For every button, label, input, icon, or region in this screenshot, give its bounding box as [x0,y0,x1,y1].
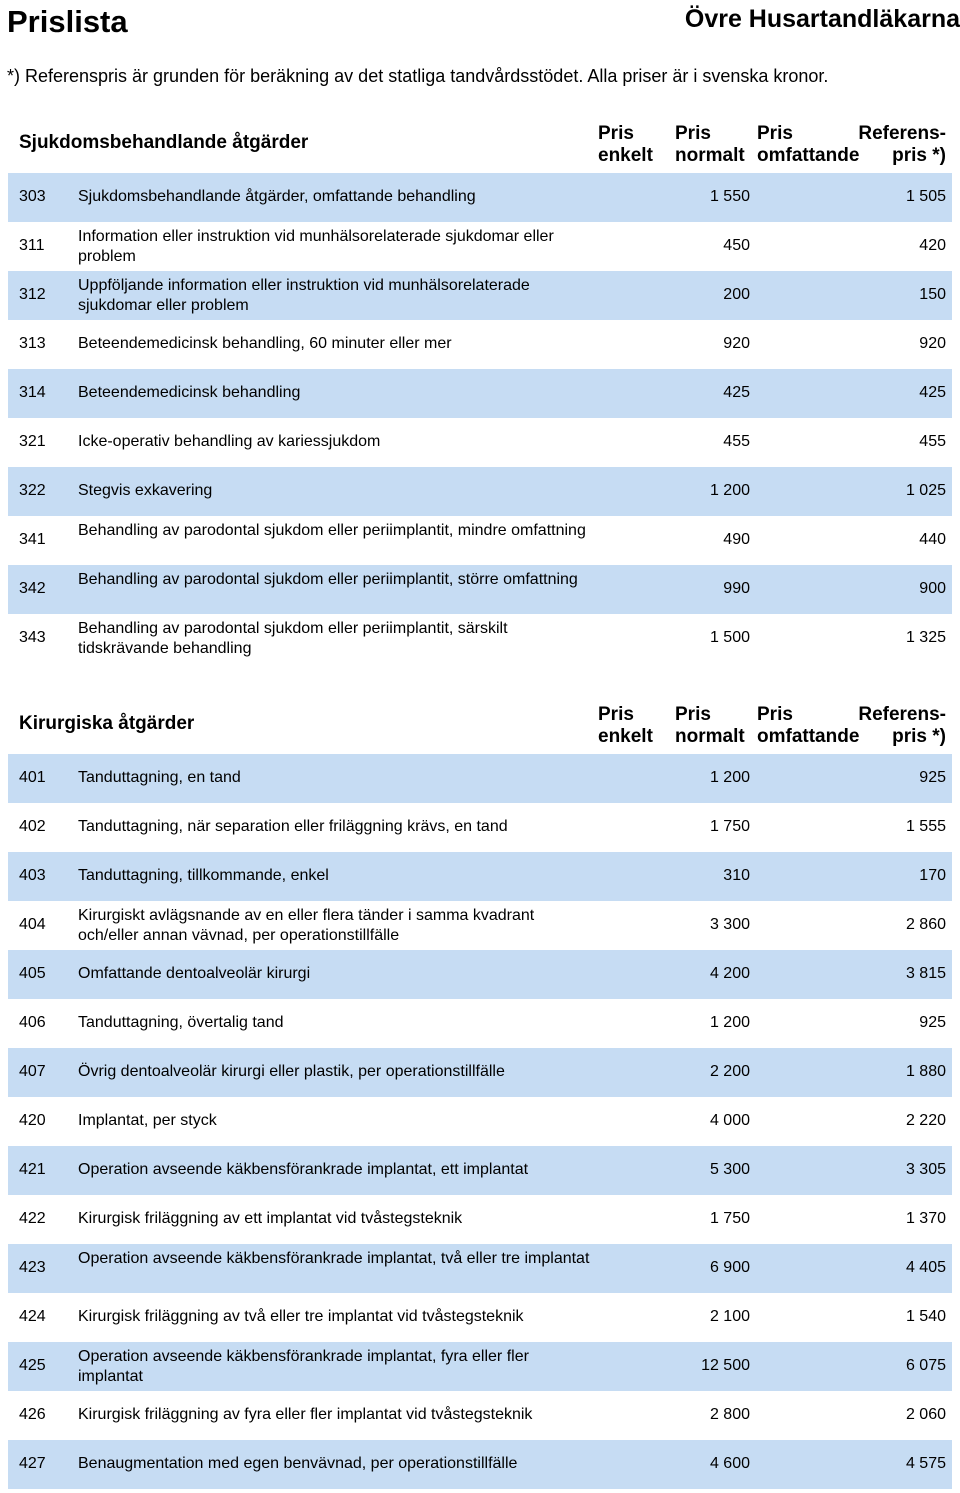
reference-price: 925 [919,1014,946,1031]
treatment-description: Operation avseende käkbensförankrade implantat, ett implantat [78,1161,529,1178]
table-row [8,1391,952,1440]
section-title: Sjukdomsbehandlande åtgärder [19,132,309,153]
reference-price: 455 [919,433,946,450]
column-header-price-extensive: Pris omfattande [757,704,860,747]
section-header [8,123,952,173]
treatment-description: Operation avseende käkbensförankrade implantat, fyra eller fler implantat [78,1348,529,1385]
treatment-description: Kirurgisk friläggning av ett implantat vid tvåstegsteknik [78,1210,463,1227]
price-normal: 455 [723,433,750,450]
treatment-code: 321 [19,433,46,450]
price-normal: 425 [723,384,750,401]
treatment-code: 423 [19,1259,46,1276]
treatment-description: Sjukdomsbehandlande åtgärder, omfattande behandling [78,188,476,205]
price-normal: 920 [723,335,750,352]
table-row [8,803,952,852]
table-row [8,1440,952,1489]
column-header-price-normal: Pris normalt [675,704,745,747]
treatment-code: 312 [19,286,46,303]
price-normal: 3 300 [709,916,750,933]
price-normal: 1 750 [709,1210,750,1227]
table-row [8,614,952,663]
reference-price: 1 555 [905,818,946,835]
treatment-description: Kirurgisk friläggning av två eller tre implantat vid tvåstegsteknik [78,1308,524,1325]
column-header-price-normal: Pris normalt [675,123,745,166]
reference-price: 920 [919,335,946,352]
treatment-description: Övrig dentoalveolär kirurgi eller plastik, per operationstillfälle [78,1063,505,1080]
table-row [8,173,952,222]
treatment-code: 341 [19,531,46,548]
treatment-code: 405 [19,965,46,982]
reference-price: 425 [919,384,946,401]
reference-price: 1 505 [905,188,946,205]
table-row [8,320,952,369]
price-normal: 6 900 [709,1259,750,1276]
price-normal: 1 550 [709,188,750,205]
treatment-code: 420 [19,1112,46,1129]
price-normal: 5 300 [709,1161,750,1178]
treatment-description: Icke-operativ behandling av kariessjukdom [78,433,381,450]
treatment-description: Benaugmentation med egen benvävnad, per operationstillfälle [78,1455,518,1472]
section-surgical [8,704,952,1489]
treatment-description: Beteendemedicinsk behandling [78,384,301,401]
price-normal: 4 200 [709,965,750,982]
price-normal: 4 600 [709,1455,750,1472]
table-row [8,418,952,467]
reference-price: 925 [919,769,946,786]
reference-price: 4 575 [905,1455,946,1472]
treatment-code: 401 [19,769,46,786]
column-header-price-simple: Pris enkelt [598,704,653,747]
treatment-code: 313 [19,335,46,352]
price-normal: 1 200 [709,482,750,499]
table-row [8,1097,952,1146]
treatment-description: Information eller instruktion vid munhälsorelaterade sjukdomar eller problem [78,228,554,265]
treatment-code: 407 [19,1063,46,1080]
treatment-code: 303 [19,188,46,205]
table-row [8,369,952,418]
price-normal: 450 [723,237,750,254]
page-title: Prislista [7,4,128,39]
column-header-price-simple: Pris enkelt [598,123,653,166]
reference-price: 1 025 [905,482,946,499]
treatment-description: Behandling av parodontal sjukdom eller periimplantit, särskilt tidskrävande behandling [78,620,508,657]
reference-price: 2 860 [905,916,946,933]
price-normal: 2 200 [709,1063,750,1080]
price-normal: 1 200 [709,769,750,786]
price-normal: 1 750 [709,818,750,835]
treatment-code: 404 [19,916,46,933]
clinic-name: Övre Husartandläkarna [684,5,960,33]
reference-price: 900 [919,580,946,597]
reference-price: 420 [919,237,946,254]
reference-price: 3 305 [905,1161,946,1178]
reference-price: 2 060 [905,1406,946,1423]
treatment-code: 406 [19,1014,46,1031]
treatment-code: 403 [19,867,46,884]
table-row [8,565,952,614]
reference-price: 170 [919,867,946,884]
price-normal: 990 [723,580,750,597]
table-row [8,1342,952,1391]
treatment-code: 311 [19,237,45,254]
treatment-description: Tanduttagning, övertalig tand [78,1014,284,1031]
table-row [8,1244,952,1293]
reference-price-note: *) Referenspris är grunden för beräkning av det statliga tandvårdsstödet. Alla priser är i svenska kronor. [7,66,829,86]
section-disease-treatment [8,123,952,663]
table-row-group [8,516,952,663]
table-row [8,467,952,516]
price-normal: 490 [723,531,750,548]
price-normal: 2 100 [709,1308,750,1325]
reference-price: 2 220 [905,1112,946,1129]
treatment-description: Omfattande dentoalveolär kirurgi [78,965,311,982]
table-row [8,516,952,565]
treatment-code: 422 [19,1210,46,1227]
table-row [8,1293,952,1342]
price-normal: 12 500 [701,1357,750,1374]
reference-price: 440 [919,531,946,548]
table-row-group [8,222,952,320]
treatment-description: Stegvis exkavering [78,482,213,499]
treatment-description: Behandling av parodontal sjukdom eller periimplantit, mindre omfattning [78,522,586,539]
price-normal: 200 [723,286,750,303]
treatment-description: Tanduttagning, en tand [78,769,241,786]
treatment-code: 402 [19,818,46,835]
treatment-code: 342 [19,580,46,597]
column-header-reference-price: Referens- pris *) [858,123,946,166]
price-normal: 310 [723,867,750,884]
treatment-description: Implantat, per styck [78,1112,217,1129]
treatment-description: Tanduttagning, när separation eller friläggning krävs, en tand [78,818,508,835]
reference-price: 6 075 [905,1357,946,1374]
table-row [8,1048,952,1097]
reference-price: 4 405 [905,1259,946,1276]
table-row [8,901,952,950]
table-row [8,999,952,1048]
treatment-code: 425 [19,1357,46,1374]
treatment-code: 424 [19,1308,46,1325]
table-row [8,271,952,320]
section-header [8,704,952,754]
treatment-description: Operation avseende käkbensförankrade implantat, två eller tre implantat [78,1250,590,1267]
reference-price: 1 540 [905,1308,946,1325]
treatment-code: 343 [19,629,46,646]
table-row [8,852,952,901]
reference-price: 1 880 [905,1063,946,1080]
reference-price: 150 [919,286,946,303]
reference-price: 1 370 [905,1210,946,1227]
price-normal: 1 200 [709,1014,750,1031]
table-row [8,1195,952,1244]
treatment-code: 421 [19,1161,46,1178]
price-normal: 2 800 [709,1406,750,1423]
column-header-price-extensive: Pris omfattande [757,123,860,166]
treatment-description: Behandling av parodontal sjukdom eller periimplantit, större omfattning [78,571,578,588]
treatment-code: 427 [19,1455,46,1472]
table-row [8,754,952,803]
table-row [8,950,952,999]
treatment-code: 426 [19,1406,46,1423]
table-row [8,1146,952,1195]
section-title: Kirurgiska åtgärder [19,713,195,734]
treatment-description: Kirurgiskt avlägsnande av en eller flera tänder i samma kvadrant och/eller annan vävnad, per operationstillfälle [78,907,535,944]
treatment-description: Uppföljande information eller instruktion vid munhälsorelaterade sjukdomar eller problem [78,277,530,314]
price-normal: 4 000 [709,1112,750,1129]
table-row [8,222,952,271]
reference-price: 3 815 [905,965,946,982]
treatment-code: 322 [19,482,46,499]
treatment-description: Beteendemedicinsk behandling, 60 minuter eller mer [78,335,452,352]
treatment-description: Tanduttagning, tillkommande, enkel [78,867,329,884]
price-normal: 1 500 [709,629,750,646]
reference-price: 1 325 [905,629,946,646]
treatment-description: Kirurgisk friläggning av fyra eller fler implantat vid tvåstegsteknik [78,1406,533,1423]
treatment-code: 314 [19,384,46,401]
column-header-reference-price: Referens- pris *) [858,704,946,747]
